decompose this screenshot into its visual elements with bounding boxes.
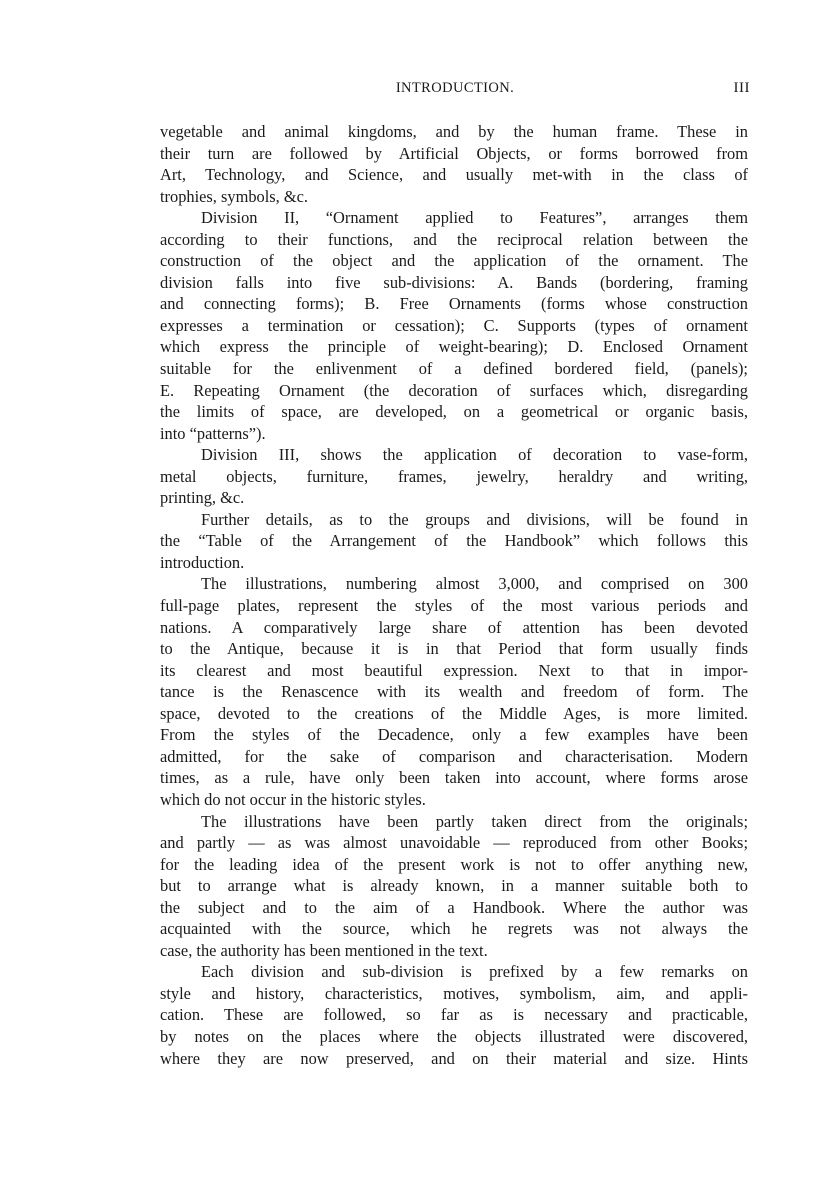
text-line: for the leading idea of the present work is not to offer anything new, (160, 854, 748, 874)
page-number: III (733, 80, 750, 96)
text-line: Further details, as to the groups and divisions, will be found in (201, 509, 748, 529)
text-line: where they are now preserved, and on their material and size. Hints (160, 1048, 748, 1068)
text-line: their turn are followed by Artificial Objects, or forms borrowed from (160, 143, 748, 163)
text-line: Each division and sub-division is prefixed by a few remarks on (201, 962, 748, 982)
text-line: the limits of space, are developed, on a geometrical or organic basis, (160, 402, 748, 422)
text-line: nations. A comparatively large share of attention has been devoted (160, 617, 748, 637)
text-line: which do not occur in the historic styles. (160, 789, 426, 809)
text-line: which express the principle of weight-bearing); D. Enclosed Ornament (160, 337, 748, 357)
text-line: From the styles of the Decadence, only a few examples have been (160, 725, 748, 745)
text-line: times, as a rule, have only been taken into account, where forms arose (160, 768, 748, 788)
paragraph (160, 811, 748, 962)
text-line: and connecting forms); B. Free Ornaments (forms whose construction (160, 294, 748, 314)
text-line: case, the authority has been mentioned in the text. (160, 940, 488, 960)
text-line: and partly — as was almost unavoidable — reproduced from other Books; (160, 833, 748, 853)
paragraph (160, 509, 748, 574)
text-line: according to their functions, and the reciprocal relation between the (160, 229, 748, 249)
text-line: the “Table of the Arrangement of the Handbook” which follows this (160, 531, 748, 551)
text-line: Art, Technology, and Science, and usually met-with in the class of (160, 165, 748, 185)
body-text (160, 121, 748, 1069)
text-line: space, devoted to the creations of the Middle Ages, is more limited. (160, 703, 748, 723)
text-line: division falls into five sub-divisions: A. Bands (bordering, framing (160, 272, 748, 292)
text-line: tance is the Renascence with its wealth and freedom of form. The (160, 682, 748, 702)
text-line: acquainted with the source, which he regrets was not always the (160, 919, 748, 939)
text-line: full-page plates, represent the styles of the most various periods and (160, 596, 748, 616)
running-header (160, 78, 750, 102)
text-line: construction of the object and the application of the ornament. The (160, 251, 748, 271)
text-line: to the Antique, because it is in that Period that form usually finds (160, 639, 748, 659)
text-line: The illustrations, numbering almost 3,000, and comprised on 300 (201, 574, 748, 594)
text-line: admitted, for the sake of comparison and characterisation. Modern (160, 746, 748, 766)
text-line: expresses a termination or cessation); C. Supports (types of ornament (160, 315, 748, 335)
running-title: INTRODUCTION. (395, 80, 515, 96)
text-line: printing, &c. (160, 488, 245, 508)
paragraph (160, 121, 748, 207)
paragraph (160, 573, 748, 810)
text-line: E. Repeating Ornament (the decoration of surfaces which, disregarding (160, 380, 748, 400)
text-line: the subject and to the aim of a Handbook. Where the author was (160, 897, 748, 917)
text-line: cation. These are followed, so far as is necessary and practicable, (160, 1005, 748, 1025)
text-line: style and history, characteristics, motives, symbolism, aim, and appli- (160, 983, 748, 1003)
text-line: Division II, “Ornament applied to Features”, arranges them (201, 208, 748, 228)
text-line: trophies, symbols, &c. (160, 186, 308, 206)
text-line: vegetable and animal kingdoms, and by the human frame. These in (160, 122, 748, 141)
text-line: by notes on the places where the objects illustrated were discovered, (160, 1026, 748, 1046)
text-line: its clearest and most beautiful expression. Next to that in impor- (160, 660, 748, 680)
text-line: introduction. (160, 552, 245, 572)
text-line: but to arrange what is already known, in a manner suitable both to (160, 876, 748, 896)
paragraph (160, 444, 748, 509)
text-line: The illustrations have been partly taken direct from the originals; (201, 811, 748, 831)
text-line: metal objects, furniture, frames, jewelry, heraldry and writing, (160, 466, 748, 486)
text-line: suitable for the enlivenment of a defined bordered field, (panels); (160, 359, 748, 379)
paragraph (160, 961, 748, 1069)
paragraph (160, 207, 748, 444)
text-line: Division III, shows the application of decoration to vase-form, (201, 445, 748, 465)
text-line: into “patterns”). (160, 423, 266, 443)
